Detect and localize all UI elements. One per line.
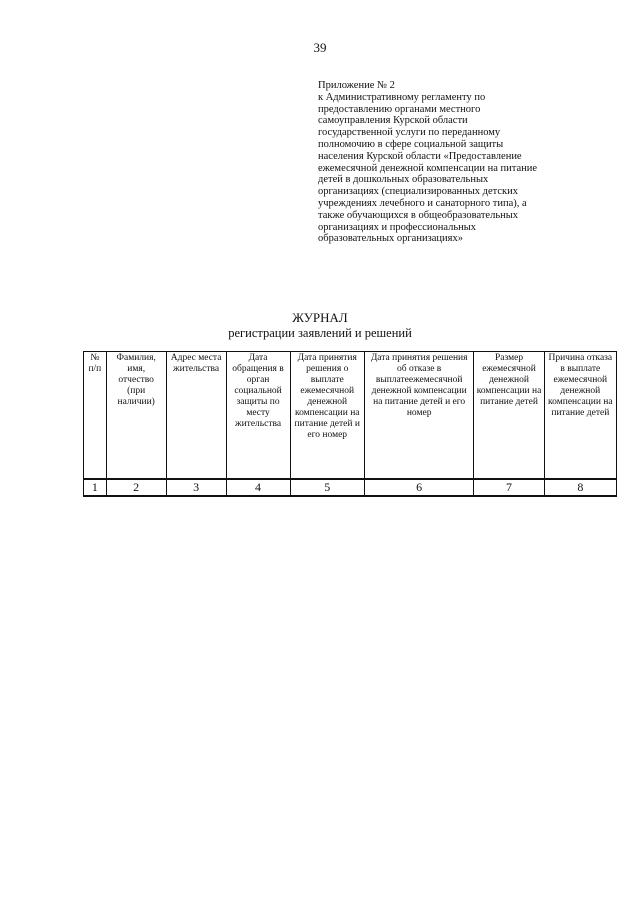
- column-number-cell: 1: [84, 479, 107, 496]
- header-cell-refusal-reason: Причина отказа в выплате ежемесячной денежной компенсации на питание детей: [544, 352, 616, 480]
- column-number-cell: 2: [106, 479, 166, 496]
- column-number-cell: 5: [290, 479, 364, 496]
- column-number-cell: 4: [226, 479, 290, 496]
- header-cell-compensation-amount: Размер ежемесячной денежной компенсации на питание детей: [474, 352, 544, 480]
- appendix-line: государственной услуги по переданному: [318, 127, 501, 139]
- appendix-line: ежемесячной денежной компенсации на питание: [318, 162, 538, 174]
- table-header-row: [84, 352, 617, 480]
- header-cell-approval-decision: Дата принятия решения о выплате ежемесячной денежной компенсации на питание детей и его номер: [290, 352, 364, 480]
- header-cell-number: № п/п: [84, 352, 107, 480]
- appendix-line: образовательных организациях»: [318, 233, 463, 245]
- appendix-line: предоставлению органами местного: [318, 103, 481, 115]
- journal-title: ЖУРНАЛ: [292, 310, 348, 325]
- appendix-line: полномочию в сфере социальной защиты: [318, 138, 504, 150]
- page-number: 39: [313, 40, 327, 55]
- appendix-line: самоуправления Курской области: [318, 115, 468, 127]
- journal-subtitle: регистрации заявлений и решений: [228, 326, 412, 340]
- appendix-line: Приложение № 2: [318, 80, 395, 91]
- column-number-cell: 8: [544, 479, 616, 496]
- table-row: [84, 479, 617, 496]
- header-cell-name: Фамилия, имя, отчество (при наличии): [106, 352, 166, 480]
- header-cell-address: Адрес места жительства: [166, 352, 226, 480]
- column-number-cell: 7: [474, 479, 544, 496]
- appendix-line: организациях (специализированных детских: [318, 186, 519, 198]
- header-cell-application-date: Дата обращения в орган социальной защиты по месту жительства: [226, 352, 290, 480]
- column-number-cell: 3: [166, 479, 226, 496]
- appendix-line: населения Курской области «Предоставление: [318, 150, 522, 162]
- appendix-line: также обучающихся в общеобразовательных: [318, 209, 519, 221]
- registration-table: [83, 351, 617, 497]
- appendix-line: организациях и профессиональных: [318, 221, 477, 233]
- header-cell-refusal-decision: Дата принятия решения об отказе в выплатеежемесячной денежной компенсации на питание детей и его номер: [364, 352, 473, 480]
- appendix-line: учреждениях лечебного и санаторного типа), а: [318, 197, 527, 209]
- column-number-cell: 6: [364, 479, 473, 496]
- appendix-line: к Административному регламенту по: [318, 91, 486, 103]
- appendix-line: детей в дошкольных образовательных: [318, 174, 489, 186]
- appendix-block: [318, 80, 618, 245]
